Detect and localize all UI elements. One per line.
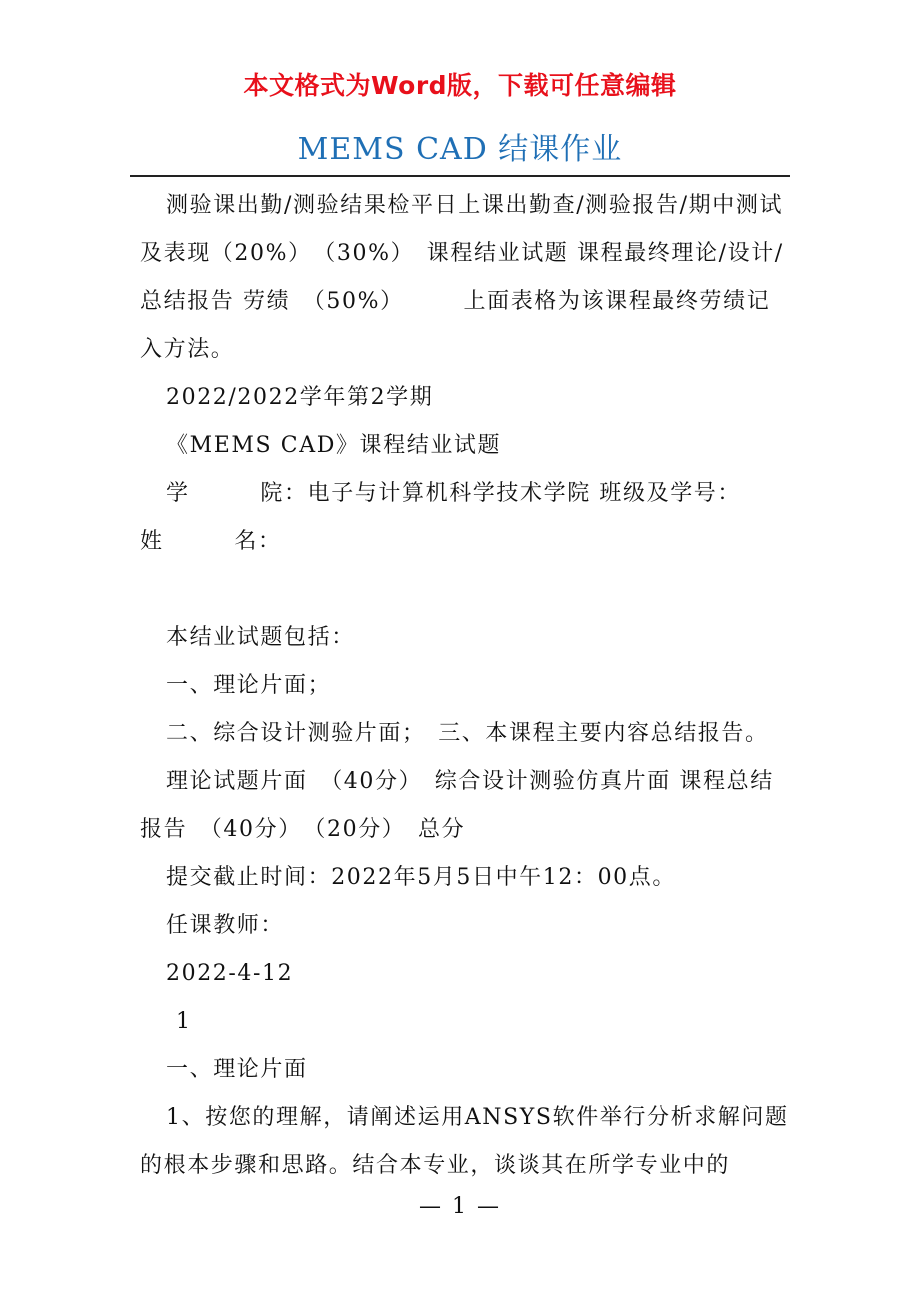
section-two-three-item: 二、综合设计测验片面； 三、本课程主要内容总结报告。 [166, 721, 769, 746]
semester-line: 2022/2022学年第2学期 [166, 385, 434, 410]
exam-title-line: 《MEMS CAD》课程结业试题 [166, 433, 502, 458]
college-class-line: 学 院：电子与计算机科学技术学院 班级及学号： [166, 481, 741, 506]
page-number-footer: — 1 — [419, 1194, 501, 1219]
document-title: MEMS CAD 结课作业 [297, 132, 623, 167]
name-line: 姓 名： [140, 529, 282, 554]
section-heading-theory: 一、理论片面 [166, 1057, 308, 1082]
deadline-line: 提交截止时间：2022年5月5日中午12：00点。 [166, 865, 676, 890]
blank-line [140, 566, 790, 614]
question-one-paragraph: 1、按您的理解，请阐述运用ANSYS软件举行分析求解问题的根本步骤和思路。结合本专业，谈谈其在所学专业中的 [140, 1105, 789, 1178]
date-line: 2022-4-12 [166, 961, 294, 986]
score-breakdown-paragraph: 理论试题片面 （40分） 综合设计测验仿真片面 课程总结报告 （40分） （20分） 总分 [140, 769, 774, 842]
exam-contents-intro: 本结业试题包括： [166, 625, 355, 650]
document-body [140, 182, 790, 1190]
section-one-item: 一、理论片面； [166, 673, 332, 698]
download-banner: 本文格式为Word版，下载可任意编辑 [243, 71, 677, 100]
grading-method-paragraph: 测验课出勤/测验结果检平日上课出勤查/测验报告/期中测试及表现（20%） （30%） 课程结业试题 课程最终理论/设计/总结报告 劳绩 （50%） 上面表格为该课程最终劳绩记入方法。 [140, 193, 784, 362]
title-divider [130, 175, 790, 177]
instructor-line: 任课教师： [166, 913, 285, 938]
inner-page-number: 1 [176, 1009, 192, 1034]
